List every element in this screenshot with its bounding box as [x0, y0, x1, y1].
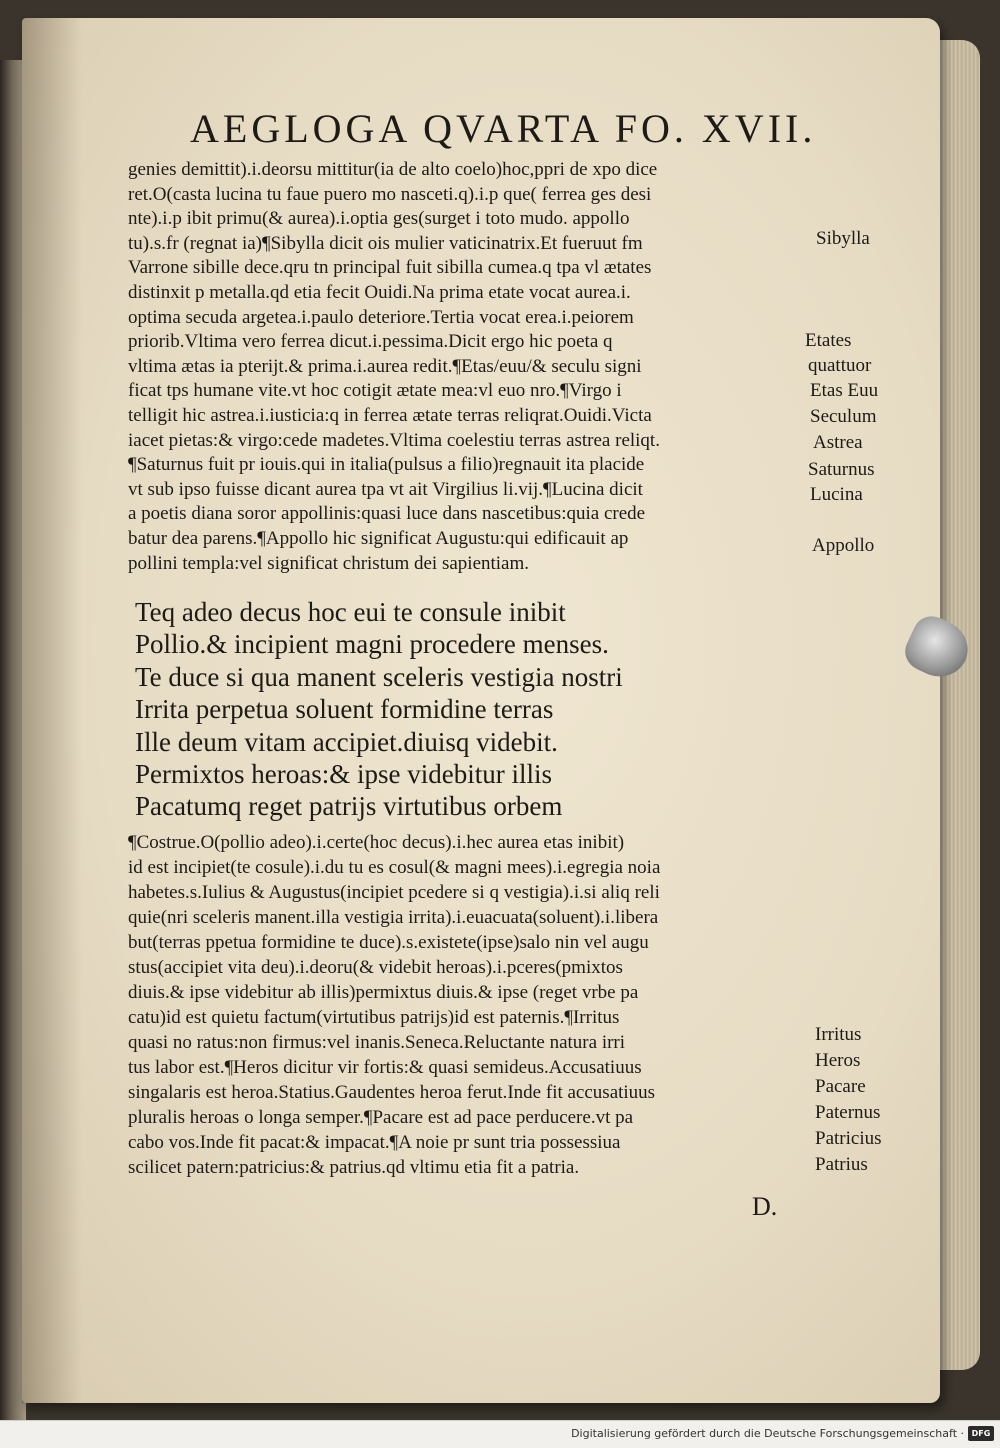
margin-note-patricius: Patricius [815, 1128, 882, 1149]
text-line: but(terras ppetua formidine te duce).s.existete(ipse)salo nin vel augu [128, 932, 649, 953]
text-line: cabo vos.Inde fit pacat:& impacat.¶A noie pr sunt tria possessiua [128, 1132, 621, 1153]
margin-note-seculum: Seculum [810, 406, 877, 427]
text-line: id est incipiet(te cosule).i.du tu es cosul(& magni mees).i.egregia noia [128, 857, 661, 878]
text-line: pluralis heroas o longa semper.¶Pacare est ad pace perducere.vt pa [128, 1107, 634, 1128]
text-line: ¶Saturnus fuit pr iouis.qui in italia(pulsus a filio)regnauit ita placide [128, 454, 645, 476]
verse-line: Irrita perpetua soluent formidine terras [135, 694, 554, 725]
margin-note-saturnus: Saturnus [808, 459, 875, 480]
text-line: Varrone sibille dece.qru tn principal fuit sibilla cumea.q tpa vl ætates [128, 257, 652, 279]
running-title: AEGLOGA QVARTA FO. XVII. [190, 106, 817, 151]
text-line: pollini templa:vel significat christum dei sapientiam. [128, 552, 530, 574]
verse-line: Te duce si qua manent sceleris vestigia nostri [135, 661, 623, 692]
text-line: catu)id est quietu factum(virtutibus patrijs)id est paternis.¶Irritus [128, 1007, 620, 1028]
gutter-shadow [22, 18, 82, 1403]
verse-line: Teq adeo decus hoc eui te consule inibit [135, 597, 566, 627]
margin-note-etas-euu: Etas Euu [810, 380, 879, 401]
text-line: genies demittit).i.deorsu mittitur(ia de alto coelo)hoc,ppri de xpo dice [128, 159, 658, 180]
verse-block [135, 596, 815, 823]
margin-note-pacare: Pacare [815, 1076, 866, 1097]
dfg-logo-icon: DFG [968, 1426, 994, 1441]
margin-note-quattuor: quattuor [808, 355, 872, 376]
funding-notice: Digitalisierung gefördert durch die Deutsche Forschungsgemeinschaft · [571, 1427, 964, 1440]
text-line: a poetis diana soror appollinis:quasi luce dans nascetibus:quia crede [128, 503, 646, 525]
text-line: vt sub ipso fuisse dicant aurea tpa vt ait Virgilius li.vij.¶Lucina dicit [128, 478, 643, 500]
text-line: optima secuda argetea.i.paulo deteriore.Tertia vocat erea.i.peiorem [128, 306, 634, 328]
footer-bar [0, 1420, 1000, 1448]
text-line: vltima ætas ia pterijt.& prima.i.aurea redit.¶Etas/euu/& seculu signi [128, 355, 642, 377]
text-line: ficat tps humane vite.vt hoc cotigit ætate mea:vl euo nro.¶Virgo i [128, 380, 622, 402]
text-line: tu).s.fr (regnat ia)¶Sibylla dicit ois mulier vaticinatrix.Et fueruut fm [128, 232, 643, 254]
text-line: singalaris est heroa.Statius.Gaudentes heroa ferut.Inde fit accusatiuus [128, 1082, 656, 1103]
margin-note-sibylla: Sibylla [816, 228, 870, 249]
text-line: distinxit p metalla.qd etia fecit Ouidi.Na prima etate vocat aurea.i. [128, 281, 631, 303]
signature-mark: D. [752, 1192, 778, 1221]
text-line: priorib.Vltima vero ferrea dicut.i.pessima.Dicit ergo hic poeta q [128, 331, 613, 353]
verse-line: Pollio.& incipient magni procedere menses. [135, 629, 609, 660]
commentary-top [128, 158, 808, 576]
verse-line: Pacatumq reget patrijs virtutibus orbem [135, 791, 563, 822]
text-line: scilicet patern:patricius:& patrius.qd vltimu etia fit a patria. [128, 1157, 580, 1178]
margin-note-heros: Heros [815, 1050, 861, 1071]
text-line: habetes.s.Iulius & Augustus(incipiet pcedere si q vestigia).i.si aliq reli [128, 882, 660, 903]
text-line: telligit hic astrea.i.iusticia:q in ferrea ætate terras reliqrat.Ouidi.Victa [128, 404, 652, 426]
text-line: diuis.& ipse videbitur ab illis)permixtus diuis.& ipse (reget vrbe pa [128, 982, 639, 1003]
text-line: batur dea parens.¶Appollo hic significat Augustu:qui edificauit ap [128, 527, 629, 549]
text-line: ¶Costrue.O(pollio adeo).i.certe(hoc decus).i.hec aurea etas inibit) [128, 832, 625, 853]
margin-note-etates: Etates [805, 330, 852, 351]
margin-note-irritus: Irritus [815, 1024, 862, 1045]
margin-note-appollo: Appollo [812, 535, 875, 556]
text-line: quasi no ratus:non firmus:vel inanis.Seneca.Reluctante natura irri [128, 1032, 626, 1053]
margin-note-lucina: Lucina [810, 484, 863, 505]
text-line: quie(nri sceleris manent.illa vestigia irrita).i.euacuata(soluent).i.libera [128, 907, 659, 928]
verse-line: Ille deum vitam accipiet.diuisq videbit. [135, 726, 558, 757]
margin-note-paternus: Paternus [815, 1102, 881, 1123]
margin-note-astrea: Astrea [813, 432, 863, 453]
text-line: stus(accipiet vita deu).i.deoru(& videbit heroas).i.pceres(pmixtos [128, 957, 623, 978]
text-line: tus labor est.¶Heros dicitur vir fortis:& quasi semideus.Accusatiuus [128, 1057, 642, 1078]
text-line: nte).i.p ibit primu(& aurea).i.optia ges(surget i toto mudo. appollo [128, 208, 630, 230]
verse-line: Permixtos heroas:& ipse videbitur illis [135, 759, 552, 790]
text-line: ret.O(casta lucina tu faue puero mo nasceti.q).i.p que( ferrea ges desi [128, 183, 652, 205]
margin-note-patrius: Patrius [815, 1154, 868, 1175]
commentary-bottom [128, 830, 808, 1180]
text-line: iacet pietas:& virgo:cede madetes.Vltima coelestiu terras astrea reliqt. [128, 429, 660, 451]
